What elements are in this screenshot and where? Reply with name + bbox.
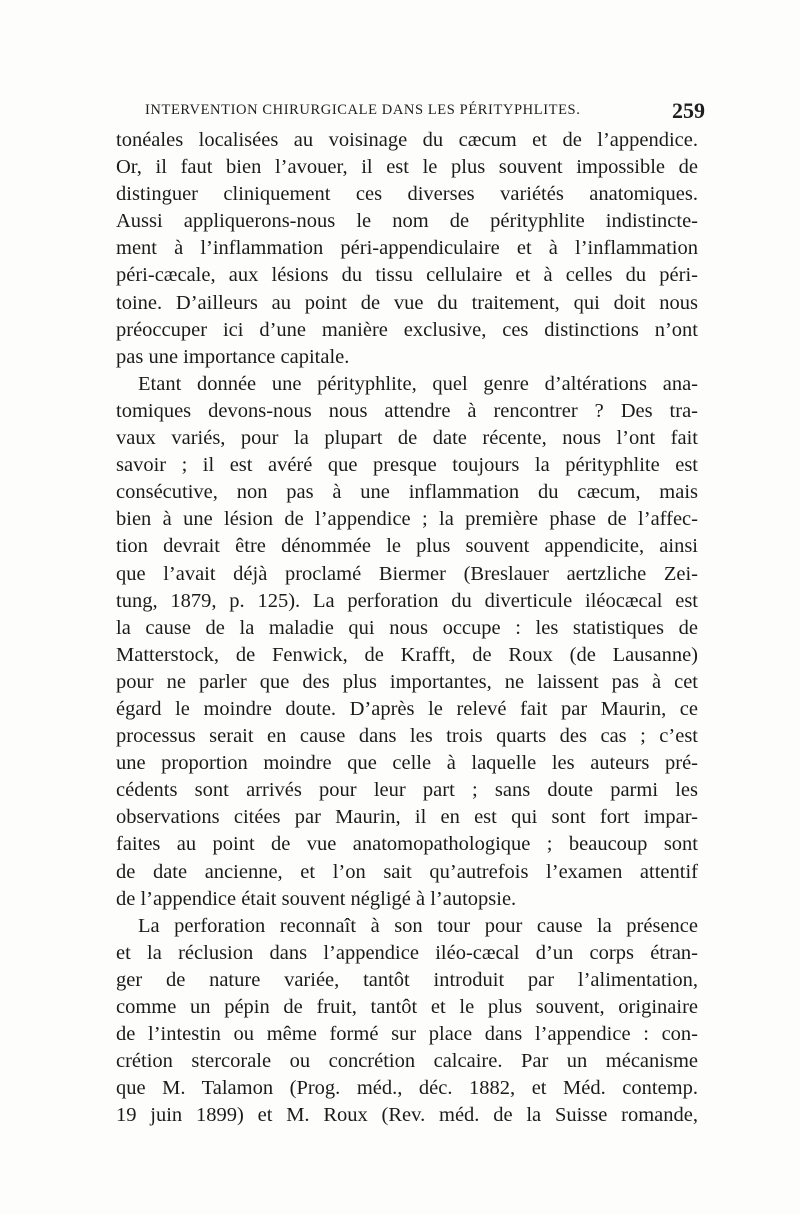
text-line: tonéales localisées au voisinage du cæcum et de l’appendice. — [116, 129, 698, 151]
page-number: 259 — [672, 98, 705, 123]
text-line: pour ne parler que des plus importantes, ne laissent pas à cet — [116, 670, 698, 693]
text-line: Matterstock, de Fenwick, de Krafft, de Roux (de Lausanne) — [116, 643, 698, 666]
text-line: que l’avait déjà proclamé Biermer (Breslauer aertzliche Zei- — [116, 562, 698, 585]
text-line: de l’intestin ou même formé sur place dans l’appendice : con- — [116, 1023, 698, 1046]
text-line: faites au point de vue anatomopathologique ; beaucoup sont — [116, 833, 698, 856]
text-line: ment à l’inflammation péri-appendiculaire et à l’inflammation — [116, 237, 698, 260]
text-line: processus serait en cause dans les trois quarts des cas ; c’est — [116, 725, 698, 748]
text-line: ger de nature variée, tantôt introduit par l’alimentation, — [116, 968, 698, 991]
text-line: Or, il faut bien l’avouer, il est le plus souvent impossible de — [116, 156, 698, 179]
paragraph-end-line: pas une importance capitale. — [116, 345, 350, 368]
text-line: tion devrait être dénommée le plus souvent appendicite, ainsi — [116, 535, 698, 558]
text-line: distinguer cliniquement ces diverses variétés anatomiques. — [116, 183, 698, 206]
text-line: préoccuper ici d’une manière exclusive, ces distinctions n’ont — [116, 318, 698, 341]
running-head: INTERVENTION CHIRURGICALE DANS LES PÉRITYPHLITES. — [145, 102, 581, 118]
text-line: tomiques devons-nous nous attendre à rencontrer ? Des tra- — [116, 399, 698, 422]
text-line: cédents sont arrivés pour leur part ; sans doute parmi les — [116, 779, 698, 802]
paragraph-start-line: La perforation reconnaît à son tour pour cause la présence — [138, 914, 698, 937]
paragraph-end-line: de l’appendice était souvent négligé à l’autopsie. — [116, 887, 517, 910]
text-line: la cause de la maladie qui nous occupe : les statistiques de — [116, 616, 698, 639]
text-line: crétion stercorale ou concrétion calcaire. Par un mécanisme — [116, 1050, 698, 1073]
text-line: péri-cæcale, aux lésions du tissu cellulaire et à celles du péri- — [116, 264, 698, 287]
text-line: vaux variés, pour la plupart de date récente, nous l’ont fait — [116, 427, 698, 450]
text-line: toine. D’ailleurs au point de vue du traitement, qui doit nous — [116, 291, 698, 314]
paragraph-start-line: Etant donnée une pérityphlite, quel genre d’altérations ana- — [138, 372, 698, 395]
text-line: observations citées par Maurin, il en est qui sont fort impar- — [116, 806, 698, 829]
text-line: comme un pépin de fruit, tantôt et le plus souvent, originaire — [116, 996, 698, 1018]
text-line: savoir ; il est avéré que presque toujours la pérityphlite est — [116, 454, 698, 477]
text-line: et la réclusion dans l’appendice iléo-cæcal d’un corps étran- — [116, 941, 698, 964]
text-line: consécutive, non pas à une inflammation du cæcum, mais — [116, 481, 698, 504]
text-line: Aussi appliquerons-nous le nom de pérityphlite indistincte- — [116, 210, 698, 233]
text-line: 19 juin 1899) et M. Roux (Rev. méd. de la Suisse romande, — [116, 1104, 698, 1127]
text-line: de date ancienne, et l’on sait qu’autrefois l’examen attentif — [116, 860, 698, 883]
text-line: bien à une lésion de l’appendice ; la première phase de l’affec- — [116, 508, 698, 531]
body-text — [116, 127, 698, 1129]
text-line: tung, 1879, p. 125). La perforation du diverticule iléocæcal est — [116, 589, 698, 612]
page-header — [145, 100, 715, 126]
text-line: une proportion moindre que celle à laquelle les auteurs pré- — [116, 752, 698, 775]
text-line: que M. Talamon (Prog. méd., déc. 1882, et Méd. contemp. — [116, 1077, 698, 1100]
text-line: égard le moindre doute. D’après le relevé fait par Maurin, ce — [116, 697, 698, 720]
